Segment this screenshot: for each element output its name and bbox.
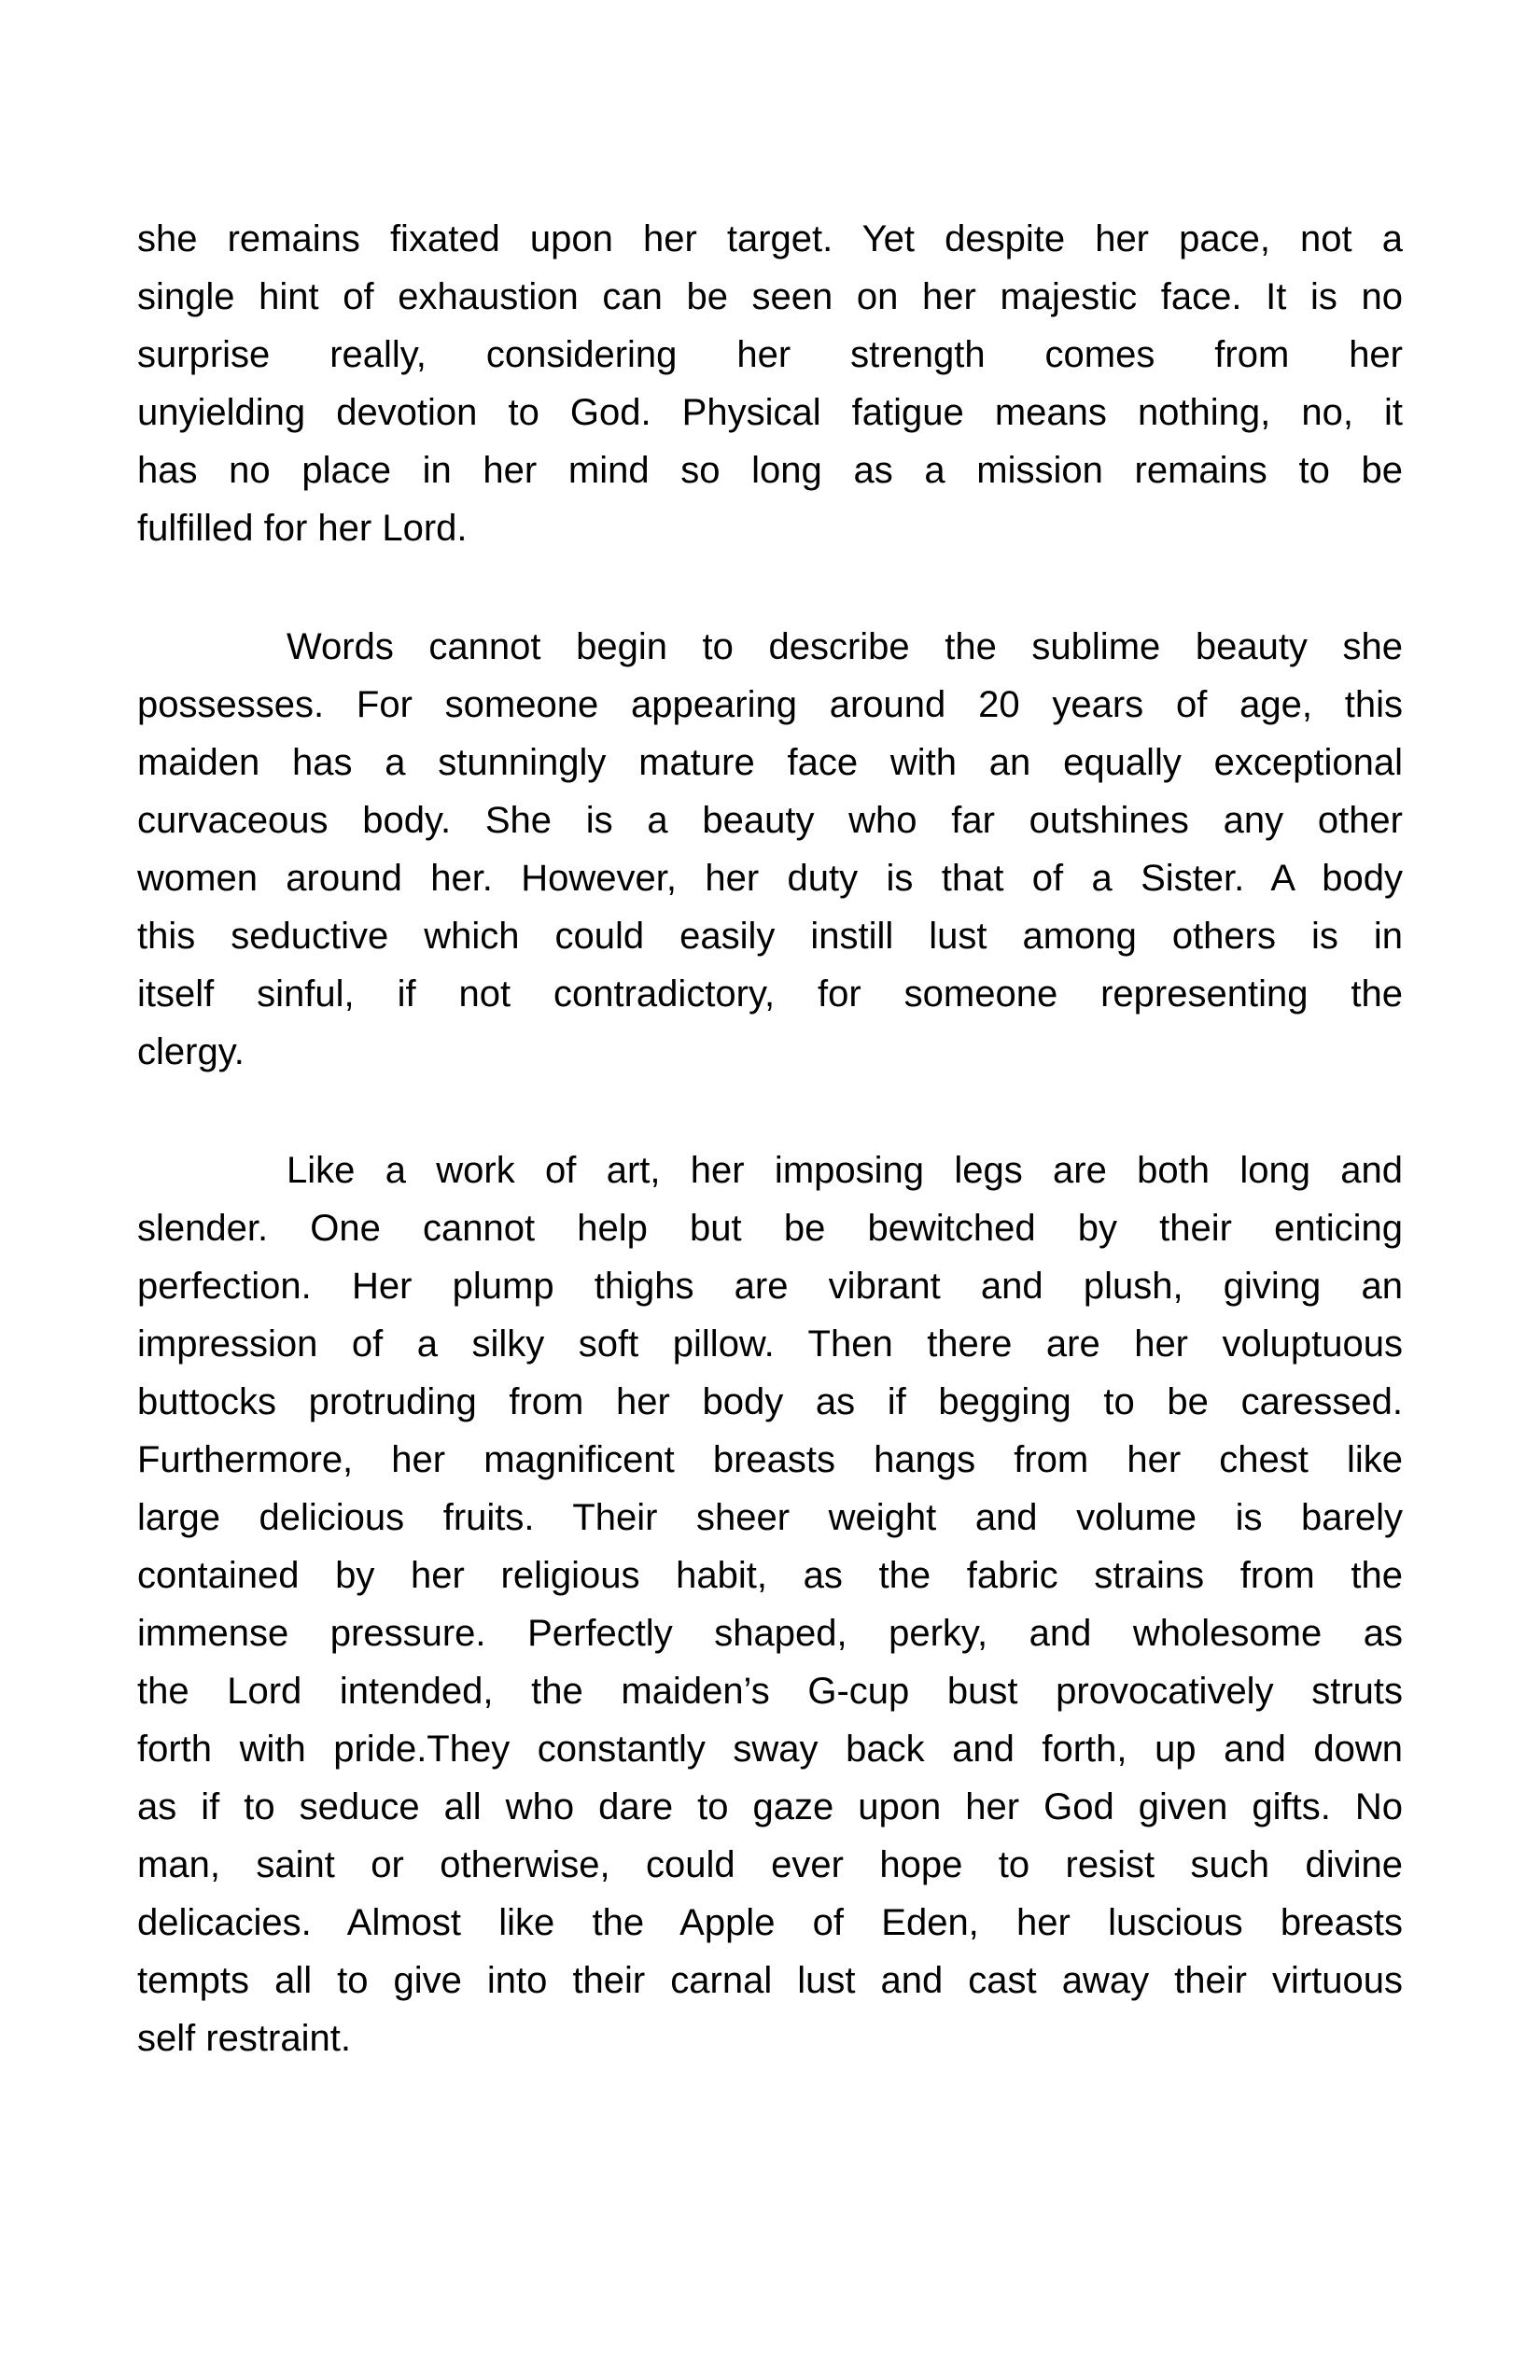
text-line: has no place in her mind so long as a mission remains to be — [137, 450, 1403, 491]
text-line: buttocks protruding from her body as if begging to be caressed. — [137, 1381, 1403, 1422]
text-line: curvaceous body. She is a beauty who far outshines any other — [137, 800, 1403, 841]
text-line: itself sinful, if not contradictory, for someone representing the — [137, 973, 1403, 1015]
text-line: she remains fixated upon her target. Yet despite her pace, not a — [137, 218, 1403, 259]
text-line: forth with pride.They constantly sway back and forth, up and down — [137, 1729, 1403, 1770]
text-line: women around her. However, her duty is that of a Sister. A body — [137, 858, 1403, 899]
text-line: impression of a silky soft pillow. Then there are her voluptuous — [137, 1323, 1403, 1365]
text-line: this seductive which could easily instill lust among others is in — [137, 916, 1403, 957]
text-line: maiden has a stunningly mature face with an equally exceptional — [137, 742, 1403, 783]
text-line: single hint of exhaustion can be seen on her majestic face. It is no — [137, 276, 1403, 317]
paragraph — [137, 210, 1403, 557]
text-line: Like a work of art, her imposing legs are both long and — [287, 1150, 1403, 1191]
paragraph — [137, 618, 1403, 1081]
text-line: the Lord intended, the maiden’s G-cup bust provocatively struts — [137, 1671, 1403, 1712]
text-line: clergy. — [137, 1031, 245, 1072]
text-line: large delicious fruits. Their sheer weight and volume is barely — [137, 1497, 1403, 1538]
text-line: tempts all to give into their carnal lust and cast away their virtuous — [137, 1960, 1403, 2001]
text-line: unyielding devotion to God. Physical fatigue means nothing, no, it — [137, 392, 1403, 433]
text-line: as if to seduce all who dare to gaze upon her God given gifts. No — [137, 1786, 1403, 1827]
text-line: Furthermore, her magnificent breasts hangs from her chest like — [137, 1439, 1403, 1480]
text-line: Words cannot begin to describe the sublime beauty she — [287, 626, 1403, 667]
text-line: possesses. For someone appearing around 20 years of age, this — [137, 684, 1403, 725]
text-line: perfection. Her plump thighs are vibrant and plush, giving an — [137, 1266, 1403, 1307]
text-block — [137, 210, 1403, 2067]
paragraph — [137, 1141, 1403, 2067]
text-line: man, saint or otherwise, could ever hope to resist such divine — [137, 1844, 1403, 1885]
text-line: surprise really, considering her strength comes from her — [137, 334, 1403, 375]
text-line: slender. One cannot help but be bewitched by their enticing — [137, 1208, 1403, 1249]
text-line: delicacies. Almost like the Apple of Eden, her luscious breasts — [137, 1902, 1403, 1943]
text-line: immense pressure. Perfectly shaped, perky, and wholesome as — [137, 1613, 1403, 1654]
text-line: fulfilled for her Lord. — [137, 508, 468, 549]
text-line: self restraint. — [137, 2018, 351, 2059]
text-line: contained by her religious habit, as the fabric strains from the — [137, 1555, 1403, 1596]
